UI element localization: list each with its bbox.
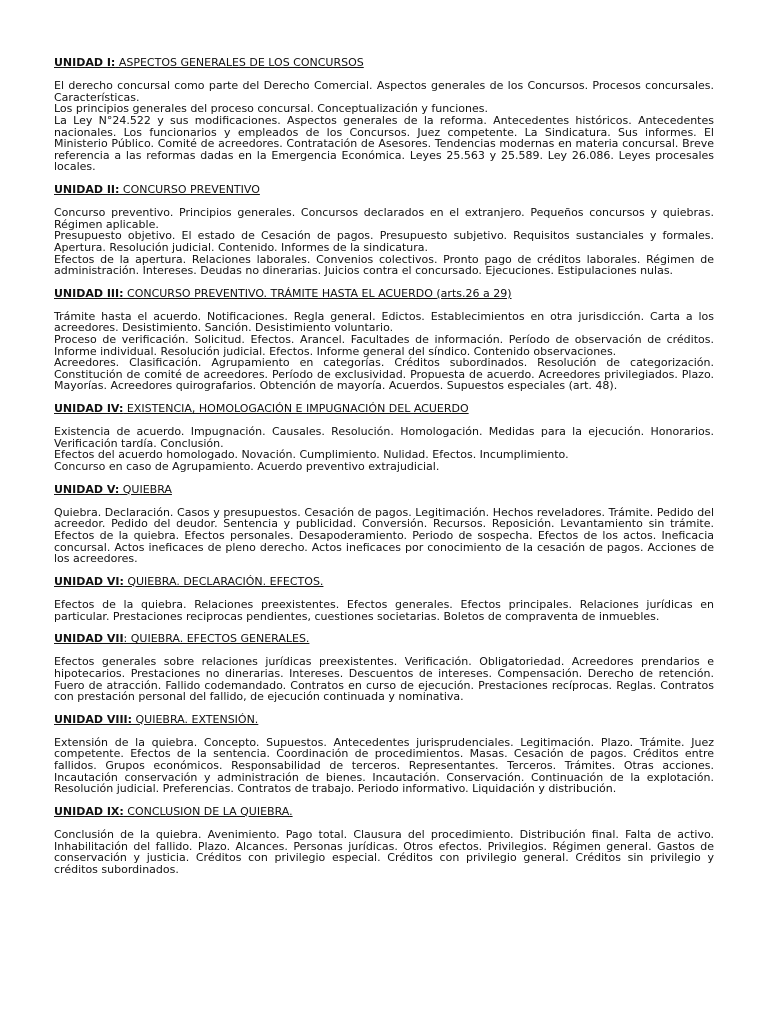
- unit-2-paragraph: Presupuesto objetivo. El estado de Cesación de pagos. Presupuesto subjetivo. Requisitos sustanciales y formales. Apertura. Resolución judicial. Contenido. Informes de la sindicatura.: [54, 229, 714, 254]
- unit-1-title: ASPECTOS GENERALES DE LOS CONCURSOS: [115, 56, 364, 69]
- unit-1-paragraph: El derecho concursal como parte del Derecho Comercial. Aspectos generales de los Concursos. Procesos concursales. Características.: [54, 79, 714, 104]
- unit-9-paragraph: Conclusión de la quiebra. Avenimiento. Pago total. Clausura del procedimiento. Distribución final. Falta de activo. Inhabilitación del fallido. Plazo. Alcances. Personas jurídicas. Otros efectos. Privilegios. Régimen general. Gastos de conservación y justicia. Créditos con privilegio especial. Créditos con privilegio general. Créditos sin privilegio y créditos subordinados.: [54, 828, 714, 876]
- unit-1-section: [54, 57, 714, 173]
- unit-2-title: CONCURSO PREVENTIVO: [119, 182, 260, 196]
- unit-3-title: CONCURSO PREVENTIVO. TRÁMITE HASTA EL ACUERDO (arts.26 a 29): [123, 286, 512, 300]
- unit-1-label: UNIDAD I:: [54, 56, 116, 69]
- unit-9-section: [54, 806, 714, 876]
- unit-9-title: CONCLUSION DE LA QUIEBRA.: [123, 804, 293, 818]
- unit-4-paragraph: Existencia de acuerdo. Impugnación. Causales. Resolución. Homologación. Medidas para la ejecución. Honorarios. Verificación tardía. Conclusión.: [54, 425, 714, 450]
- unit-8-label: UNIDAD VIII:: [54, 712, 133, 726]
- unit-8-heading: [54, 714, 714, 726]
- unit-2-paragraph: Concurso preventivo. Principios generales. Concursos declarados en el extranjero. Pequeños concursos y quiebras. Régimen aplicable.: [54, 206, 714, 231]
- unit-5-heading: [54, 484, 714, 496]
- unit-7-title: : QUIEBRA. EFECTOS GENERALES.: [123, 632, 310, 646]
- unit-1-heading: [54, 57, 714, 69]
- unit-8-paragraph: Extensión de la quiebra. Concepto. Supuestos. Antecedentes jurisprudenciales. Legitimación. Plazo. Trámite. Juez competente. Efectos de la sentencia. Coordinación de procedimientos. Masas. Cesación de pagos. Créditos entre fallidos. Grupos económicos. Responsabilidad de terceros. Representantes. Terceros. Trámites. Otras acciones. Incautación conservación y administración de bienes. Incautación. Conservación. Continuación de la explotación. Resolución judicial. Preferencias. Contratos de trabajo. Periodo informativo. Liquidación y distribución.: [54, 735, 714, 796]
- unit-5-label: UNIDAD V:: [54, 482, 120, 496]
- unit-7-label: UNIDAD VII: [54, 632, 124, 646]
- unit-4-paragraph: Concurso en caso de Agrupamiento. Acuerdo preventivo extrajudicial.: [54, 460, 440, 473]
- unit-7-heading: [54, 633, 714, 645]
- unit-6-paragraph: Efectos de la quiebra. Relaciones preexistentes. Efectos generales. Efectos principales. Relaciones jurídicas en particular. Prestaciones reciprocas pendientes, cuestiones societarias. Boletos de compraventa de inmuebles.: [54, 597, 714, 623]
- unit-5-title: QUIEBRA: [119, 482, 172, 496]
- unit-3-paragraph: Proceso de verificación. Solicitud. Efectos. Arancel. Facultades de información. Período de observación de créditos. Informe individual. Resolución judicial. Efectos. Informe general del síndico. Contenido observaciones.: [54, 333, 714, 358]
- unit-7-paragraph: Efectos generales sobre relaciones jurídicas preexistentes. Verificación. Obligatoriedad. Acreedores prendarios e hipotecarios. Prestaciones no dinerarias. Intereses. Descuentos de intereses. Compensación. Derecho de retención. Fuero de atracción. Fallido codemandado. Contratos en curso de ejecución. Prestaciones recíprocas. Reglas. Contratos con prestación personal del fallido, de ejecución continuada y nominativa.: [54, 655, 714, 704]
- unit-9-label: UNIDAD IX:: [54, 804, 124, 818]
- unit-5-section: [54, 484, 714, 565]
- unit-1-paragraph: Los principios generales del proceso concursal. Conceptualización y funciones.: [54, 102, 488, 116]
- unit-3-section: [54, 288, 714, 392]
- unit-2-label: UNIDAD II:: [54, 182, 120, 196]
- unit-7-section: [54, 633, 714, 703]
- unit-6-label: UNIDAD VI:: [54, 574, 124, 588]
- unit-3-heading: [54, 288, 714, 300]
- unit-2-paragraph: Efectos de la apertura. Relaciones laborales. Convenios colectivos. Pronto pago de créditos laborales. Régimen de administración. Intereses. Deudas no dinerarias. Juicios contra el concursado. Ejecuciones. Estipulaciones nulas.: [54, 252, 714, 278]
- unit-5-paragraph: Quiebra. Declaración. Casos y presupuestos. Cesación de pagos. Legitimación. Hechos reveladores. Trámite. Pedido del acreedor. Pedido del deudor. Sentencia y publicidad. Conversión. Recursos. Reposición. Levantamiento sin trámite. Efectos de la quiebra. Efectos personales. Desapoderamiento. Periodo de sospecha. Efectos de los actos. Ineficacia concursal. Actos ineficaces de pleno derecho. Actos ineficaces por conocimiento de la cesación de pagos. Acciones de los acreedores.: [54, 505, 714, 566]
- unit-3-paragraph: Trámite hasta el acuerdo. Notificaciones. Regla general. Edictos. Establecimientos en otra jurisdicción. Carta a los acreedores. Desistimiento. Sanción. Desistimiento voluntario.: [54, 309, 714, 335]
- unit-3-paragraph: Acreedores. Clasificación. Agrupamiento en categorías. Créditos subordinados. Resolución de categorización. Constitución de comité de acreedores. Período de exclusividad. Propuesta de acuerdo. Acreedores privilegiados. Plazo. Mayorías. Acreedores quirografarios. Obtención de mayoría. Acuerdos. Supuestos especiales (art. 48).: [54, 356, 714, 393]
- unit-6-section: [54, 576, 714, 622]
- unit-4-heading: [54, 403, 714, 415]
- unit-2-section: [54, 184, 714, 277]
- unit-8-title: QUIEBRA. EXTENSIÓN.: [132, 712, 259, 726]
- unit-4-section: [54, 403, 714, 473]
- unit-4-label: UNIDAD IV:: [54, 402, 124, 416]
- unit-8-section: [54, 714, 714, 795]
- unit-6-title: QUIEBRA. DECLARACIÓN. EFECTOS.: [123, 574, 324, 588]
- unit-2-heading: [54, 184, 714, 196]
- unit-1-paragraph: La Ley N°24.522 y sus modificaciones. Aspectos generales de la reforma. Antecedentes históricos. Antecedentes nacionales. Los funcionarios y empleados de los Concursos. Juez competente. La Sindicatura. Sus informes. El Ministerio Público. Comité de acreedores. Contratación de Asesores. Tendencias modernas en materia concursal. Breve referencia a las reformas dadas en la Emergencia Económica. Leyes 25.563 y 25.589. Ley 26.086. Leyes procesales locales.: [54, 113, 714, 174]
- unit-4-paragraph: Efectos del acuerdo homologado. Novación. Cumplimiento. Nulidad. Efectos. Incumplimiento.: [54, 448, 569, 462]
- unit-3-label: UNIDAD III:: [54, 286, 124, 300]
- unit-4-title: EXISTENCIA, HOMOLOGACIÓN E IMPUGNACIÓN DEL ACUERDO: [123, 402, 469, 416]
- unit-9-heading: [54, 806, 714, 818]
- document-page: [54, 57, 714, 886]
- unit-6-heading: [54, 576, 714, 588]
